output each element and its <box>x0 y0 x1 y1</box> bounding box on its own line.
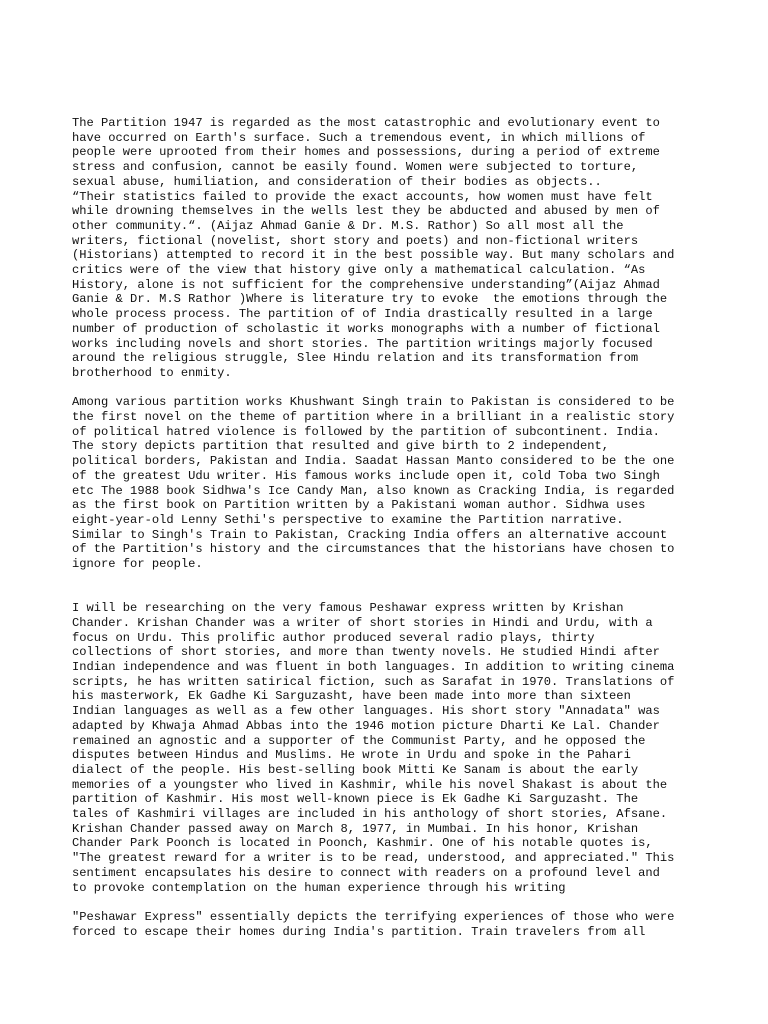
paragraph-peshawar-express: "Peshawar Express" essentially depicts the terrifying experiences of those who were forced to escape their homes during India's partition. Train travelers from all <box>72 909 675 939</box>
paragraph-spacer <box>72 381 712 396</box>
document-body <box>72 116 712 939</box>
paragraph-krishan-chander: I will be researching on the very famous Peshawar express written by Krishan Chander. Krishan Chander was a writer of short stories in Hindi and Urdu, with a focus on Urdu. This prolific author produced several radio plays, thirty collections of short stories, and more than twenty novels. He studied Hindi after Indian independence and was fluent in both languages. In addition to writing cinema scripts, he has written satirical fiction, such as Sarafat in 1970. Translations of his masterwork, Ek Gadhe Ki Sarguzasht, have been made into more than sixteen Indian languages as well as a few other languages. His short story "Annadata" was adapted by Khwaja Ahmad Abbas into the 1946 motion picture Dharti Ke Lal. Chander remained an agnostic and a supporter of the Communist Party, and he opposed the disputes between Hindus and Muslims. He wrote in Urdu and spoke in the Pahari dialect of the people. His best-selling book Mitti Ke Sanam is about the early memories of a youngster who lived in Kashmir, while his novel Shakast is about the partition of Kashmir. His most well-known piece is Ek Gadhe Ki Sarguzasht. The tales of Kashmiri villages are included in his anthology of short stories, Afsane. Krishan Chander passed away on March 8, 1977, in Mumbai. In his honor, Krishan Chander Park Poonch is located in Poonch, Kashmir. One of his notable quotes is, "The greatest reward for a writer is to be read, understood, and appreciated." This sentiment encapsulates his desire to connect with readers on a profound level and to provoke contemplation on the human experience through his writing <box>72 601 675 895</box>
paragraph-spacer <box>72 895 712 910</box>
paragraph-partition-intro: The Partition 1947 is regarded as the most catastrophic and evolutionary event to have occurred on Earth's surface. Such a tremendous event, in which millions of people were uprooted from their homes and possessions, during a period of extreme stress and confusion, cannot be easily found. Women were subjected to torture, sexual abuse, humiliation, and consideration of their bodies as objects.. “Their statistics failed to provide the exact accounts, how women must have felt while drowning themselves in the wells lest they be abducted and abused by men of other community.“. (Aijaz Ahmad Ganie & Dr. M.S. Rathor) So all most all the writers, fictional (novelist, short story and poets) and non-fictional writers (Historians) attempted to record it in the best possible way. But many scholars and critics were of the view that history give only a mathematical calculation. “As History, alone is not sufficient for the comprehensive understanding”(Aijaz Ahmad Ganie & Dr. M.S Rathor )Where is literature try to evoke the emotions through the whole process process. The partition of of India drastically resulted in a large number of production of scholastic it works monographs with a number of fictional works including novels and short stories. The partition writings majorly focused around the religious struggle, Slee Hindu relation and its transformation from brotherhood to enmity. <box>72 116 675 380</box>
paragraph-partition-works: Among various partition works Khushwant Singh train to Pakistan is considered to be the first novel on the theme of partition where in a brilliant in a realistic story of political hatred violence is followed by the partition of subcontinent. India. The story depicts partition that resulted and give birth to 2 independent, political borders, Pakistan and India. Saadat Hassan Manto considered to be the one of the greatest Udu writer. His famous works include open it, cold Toba two Singh etc The 1988 book Sidhwa's Ice Candy Man, also known as Cracking India, is regarded as the first book on Partition written by a Pakistani woman author. Sidhwa uses eight-year-old Lenny Sethi's perspective to examine the Partition narrative. Similar to Singh's Train to Pakistan, Cracking India offers an alternative account of the Partition's history and the circumstances that the historians have chosen to ignore for people. <box>72 395 675 572</box>
paragraph-spacer <box>72 572 712 601</box>
